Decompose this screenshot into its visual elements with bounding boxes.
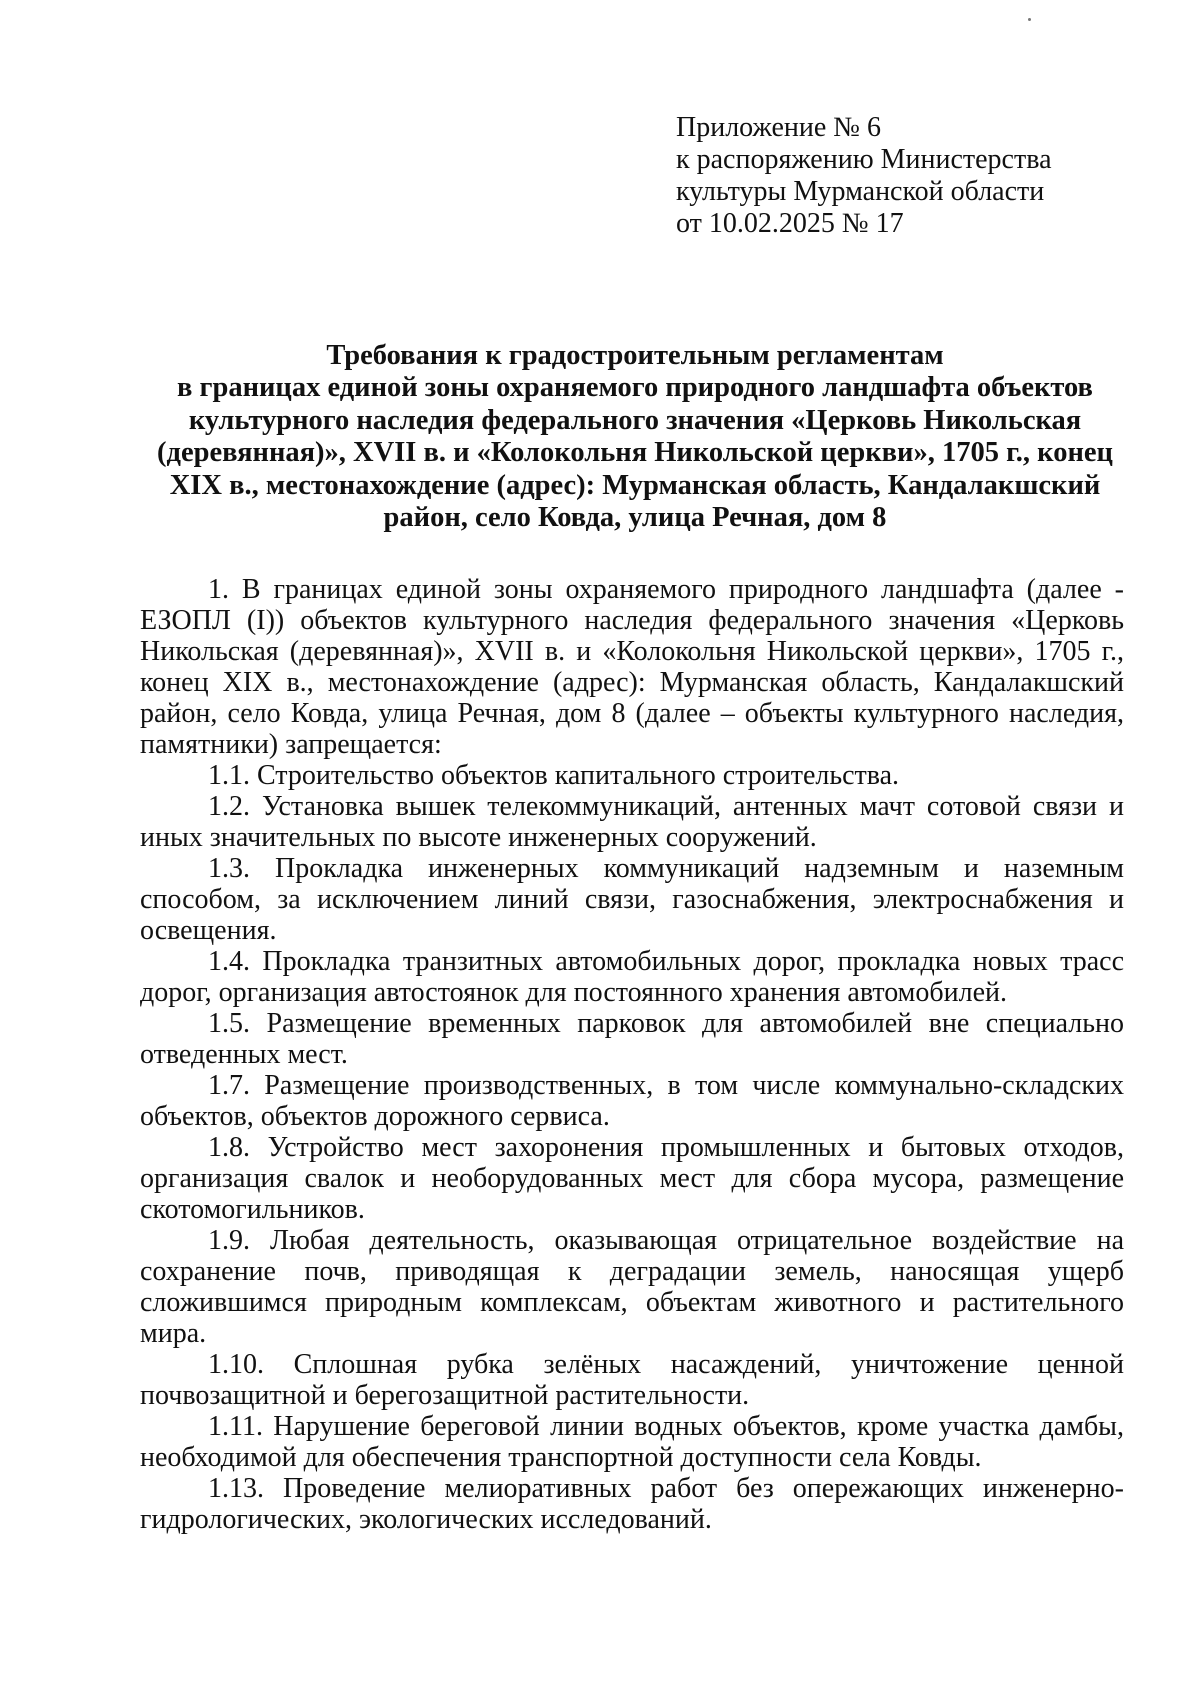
list-item: 1.9. Любая деятельность, оказывающая отрицательное воздействие на сохранение почв, приводящая к деградации земель, наносящая ущерб сложившимся природным комплексам, объектам животного и растительного мира. (140, 1225, 1124, 1349)
annex-line: культуры Мурманской области (676, 176, 1045, 207)
title-line: район, село Ковда, улица Речная, дом 8 (383, 502, 887, 534)
list-item: 1.8. Устройство мест захоронения промышленных и бытовых отходов, организация свалок и необорудованных мест для сбора мусора, размещение скотомогильников. (140, 1132, 1124, 1225)
annex-line: от 10.02.2025 № 17 (676, 208, 904, 239)
document-body (140, 574, 1124, 1535)
list-item: 1.2. Установка вышек телекоммуникаций, антенных мачт сотовой связи и иных значительных по высоте инженерных сооружений. (140, 791, 1124, 853)
list-item: 1.10. Сплошная рубка зелёных насаждений, уничтожение ценной почвозащитной и берегозащитной растительности. (140, 1349, 1124, 1411)
list-item: 1.3. Прокладка инженерных коммуникаций надземным и наземным способом, за исключением линий связи, газоснабжения, электроснабжения и освещения. (140, 853, 1124, 946)
list-item: 1.13. Проведение мелиоративных работ без опережающих инженерно-гидрологических, экологических исследований. (140, 1473, 1124, 1535)
scan-speck (1028, 18, 1031, 21)
title-line: Требования к градостроительным регламентам (326, 340, 944, 371)
title-line: в границах единой зоны охраняемого природного ландшафта объектов (177, 372, 1093, 404)
list-item: 1.1. Строительство объектов капитального строительства. (208, 760, 900, 791)
intro-paragraph: 1. В границах единой зоны охраняемого природного ландшафта (далее - ЕЗОПЛ (I)) объектов культурного наследия федерального значения «Церковь Никольская (деревянная)», XVII в. и «Колокольня Никольской церкви», 1705 г., конец XIX в., местонахождение (адрес): Мурманская область, Кандалакшский район, село Ковда, улица Речная, дом 8 (далее – объекты культурного наследия, памятники) запрещается: (140, 574, 1124, 760)
list-item: 1.5. Размещение временных парковок для автомобилей вне специально отведенных мест. (140, 1008, 1124, 1070)
annex-header (676, 112, 1096, 240)
list-item: 1.4. Прокладка транзитных автомобильных дорог, прокладка новых трасс дорог, организация автостоянок для постоянного хранения автомобилей. (140, 946, 1124, 1008)
title-line: XIX в., местонахождение (адрес): Мурманская область, Кандалакшский (169, 469, 1101, 501)
document-title (140, 340, 1130, 534)
list-item: 1.11. Нарушение береговой линии водных объектов, кроме участка дамбы, необходимой для обеспечения транспортной доступности села Ковды. (140, 1411, 1124, 1473)
list-item: 1.7. Размещение производственных, в том числе коммунально-складских объектов, объектов дорожного сервиса. (140, 1070, 1124, 1132)
annex-line: к распоряжению Министерства (676, 144, 1052, 175)
title-line: (деревянная)», XVII в. и «Колокольня Никольской церкви», 1705 г., конец (157, 437, 1113, 469)
annex-line: Приложение № 6 (676, 112, 881, 143)
title-line: культурного наследия федерального значения «Церковь Никольская (188, 404, 1082, 436)
